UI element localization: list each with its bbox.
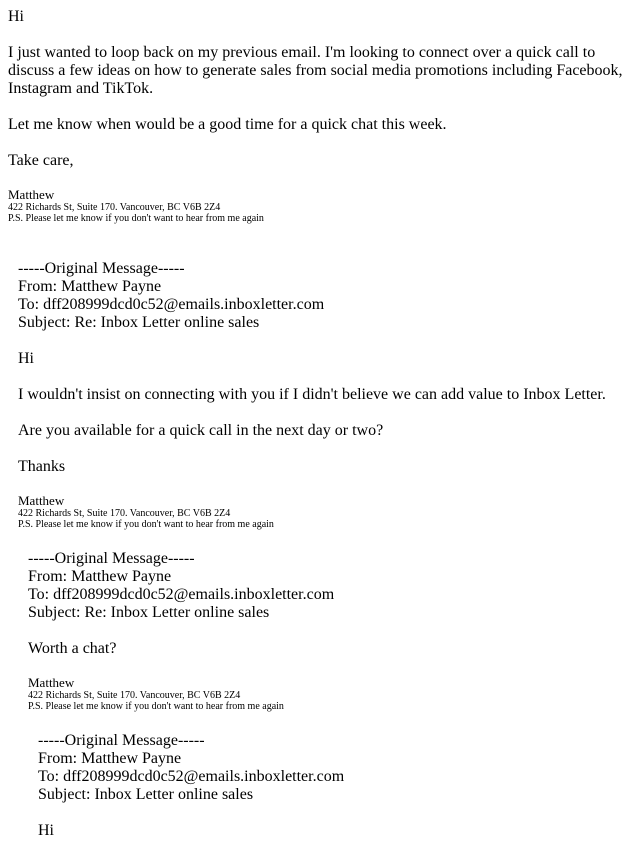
closing: Thanks — [18, 458, 66, 475]
quoted-message-3 — [38, 732, 632, 840]
signature-ps: P.S. Please let me know if you don't want to hear from me again — [28, 701, 284, 712]
signature-address: 422 Richards St, Suite 170. Vancouver, BC V6B 2Z4 — [8, 202, 221, 213]
signature-name: Matthew — [18, 493, 65, 508]
subject-line: Subject: Re: Inbox Letter online sales — [18, 314, 260, 331]
message-body-paragraph: Are you available for a quick call in the next day or two? — [18, 422, 384, 439]
signature-address: 422 Richards St, Suite 170. Vancouver, BC V6B 2Z4 — [18, 508, 231, 519]
message-body-paragraph: Let me know when would be a good time for a quick chat this week. — [8, 116, 447, 133]
signature-name: Matthew — [28, 675, 75, 690]
original-message-header: -----Original Message----- — [28, 550, 195, 567]
signature-ps: P.S. Please let me know if you don't want to hear from me again — [18, 519, 274, 530]
subject-line: Subject: Re: Inbox Letter online sales — [28, 604, 270, 621]
from-line: From: Matthew Payne — [18, 278, 162, 295]
original-message-header: -----Original Message----- — [18, 260, 185, 277]
latest-message — [8, 8, 632, 224]
original-message-header: -----Original Message----- — [38, 732, 205, 749]
signature-name: Matthew — [8, 187, 55, 202]
to-line: To: dff208999dcd0c52@emails.inboxletter.com — [28, 586, 335, 603]
subject-line: Subject: Inbox Letter online sales — [38, 786, 254, 803]
to-line: To: dff208999dcd0c52@emails.inboxletter.com — [18, 296, 325, 313]
signature-ps: P.S. Please let me know if you don't want to hear from me again — [8, 213, 264, 224]
to-line: To: dff208999dcd0c52@emails.inboxletter.com — [38, 768, 345, 785]
from-line: From: Matthew Payne — [38, 750, 182, 767]
quoted-message-1 — [18, 260, 632, 530]
message-body-paragraph: I wouldn't insist on connecting with you if I didn't believe we can add value to Inbox Letter. — [18, 386, 606, 403]
greeting: Hi — [18, 350, 34, 367]
greeting: Hi — [8, 8, 24, 25]
greeting: Hi — [38, 822, 54, 839]
signature-address: 422 Richards St, Suite 170. Vancouver, BC V6B 2Z4 — [28, 690, 241, 701]
message-body-paragraph: Worth a chat? — [28, 640, 117, 657]
closing: Take care, — [8, 152, 74, 169]
quoted-message-2 — [28, 550, 632, 712]
from-line: From: Matthew Payne — [28, 568, 172, 585]
message-body-paragraph: I just wanted to loop back on my previous email. I'm looking to connect over a quick call to discuss a few ideas on how to generate sales from social media promotions including Facebook, Instagram and TikTok. — [8, 44, 623, 97]
